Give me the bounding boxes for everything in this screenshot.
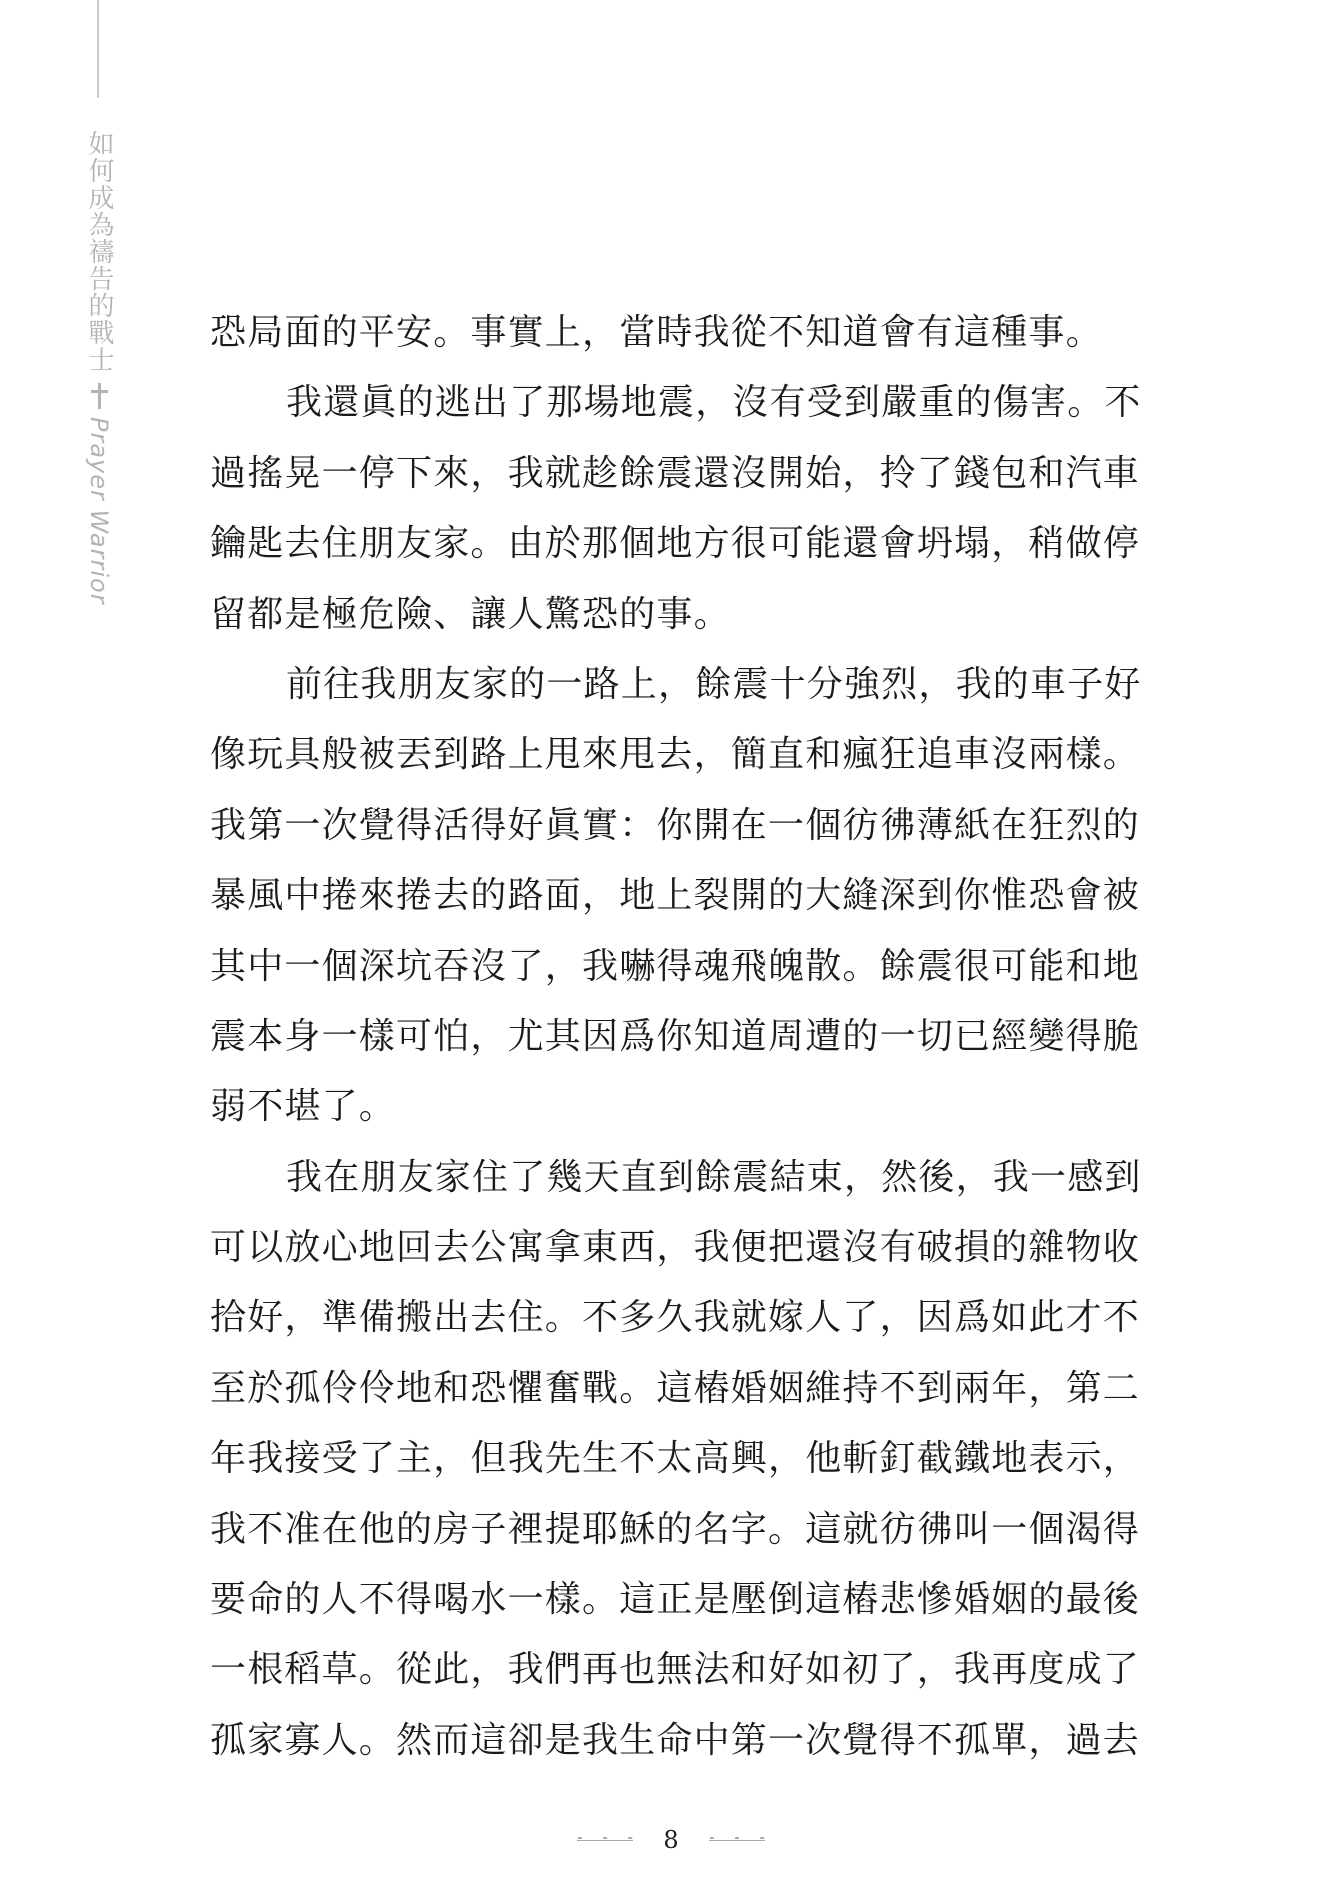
text-line: 震本身一樣可怕，尤其因爲你知道周遭的一切已經變得脆 [210, 1015, 1141, 1057]
text-line: 我還眞的逃出了那場地震，沒有受到嚴重的傷害。不 [286, 382, 1142, 424]
side-rule [97, 0, 99, 98]
text-line: 拾好，準備搬出去住。不多久我就嫁人了，因爲如此才不 [210, 1297, 1141, 1339]
right-ornament [709, 1834, 765, 1846]
text-line: 弱不堪了。 [210, 1086, 397, 1128]
text-line: 恐局面的平安。事實上，當時我從不知道會有這種事。 [210, 312, 1103, 353]
book-title-english: Prayer Warrior [85, 417, 113, 605]
text-line: 要命的人不得喝水一樣。這正是壓倒這樁悲慘婚姻的最後 [210, 1579, 1141, 1621]
text-line: 前往我朋友家的一路上，餘震十分強烈，我的車子好 [286, 663, 1142, 705]
text-line: 我第一次覺得活得好眞實：你開在一個彷彿薄紙在狂烈的 [210, 804, 1141, 846]
text-line: 像玩具般被丟到路上甩來甩去，簡直和瘋狂追車沒兩樣。 [210, 734, 1141, 776]
text-line: 可以放心地回去公寓拿東西，我便把還沒有破損的雜物收 [210, 1227, 1141, 1269]
text-line: 我在朋友家住了幾天直到餘震結束，然後，我一感到 [286, 1156, 1142, 1198]
running-head [84, 130, 114, 605]
body-text [210, 298, 1150, 1776]
text-line: 一根稻草。從此，我們再也無法和好如初了，我再度成了 [210, 1649, 1141, 1691]
text-line: 其中一個深坑吞沒了，我嚇得魂飛魄散。餘震很可能和地 [210, 945, 1141, 987]
page-footer [0, 1820, 1342, 1860]
left-ornament [577, 1834, 633, 1846]
text-line: 至於孤伶伶地和恐懼奮戰。這樁婚姻維持不到兩年，第二 [210, 1367, 1141, 1409]
cross-icon [89, 383, 109, 409]
text-line: 鑰匙去住朋友家。由於那個地方很可能還會坍塌，稍做停 [210, 523, 1141, 565]
text-line: 留都是極危險、讓人驚恐的事。 [210, 593, 731, 635]
page-number: 8 [663, 1826, 679, 1854]
book-title-chinese: 如何成為禱告的戰士 [84, 130, 114, 373]
text-line: 過搖晃一停下來，我就趁餘震還沒開始，拎了錢包和汽車 [210, 452, 1141, 494]
text-line: 孤家寡人。然而這卻是我生命中第一次覺得不孤單，過去 [210, 1719, 1141, 1761]
text-line: 年我接受了主，但我先生不太高興，他斬釘截鐵地表示， [210, 1438, 1141, 1480]
text-line: 我不准在他的房子裡提耶穌的名字。這就彷彿叫一個渴得 [210, 1508, 1141, 1550]
text-line: 暴風中捲來捲去的路面，地上裂開的大縫深到你惟恐會被 [210, 875, 1141, 917]
